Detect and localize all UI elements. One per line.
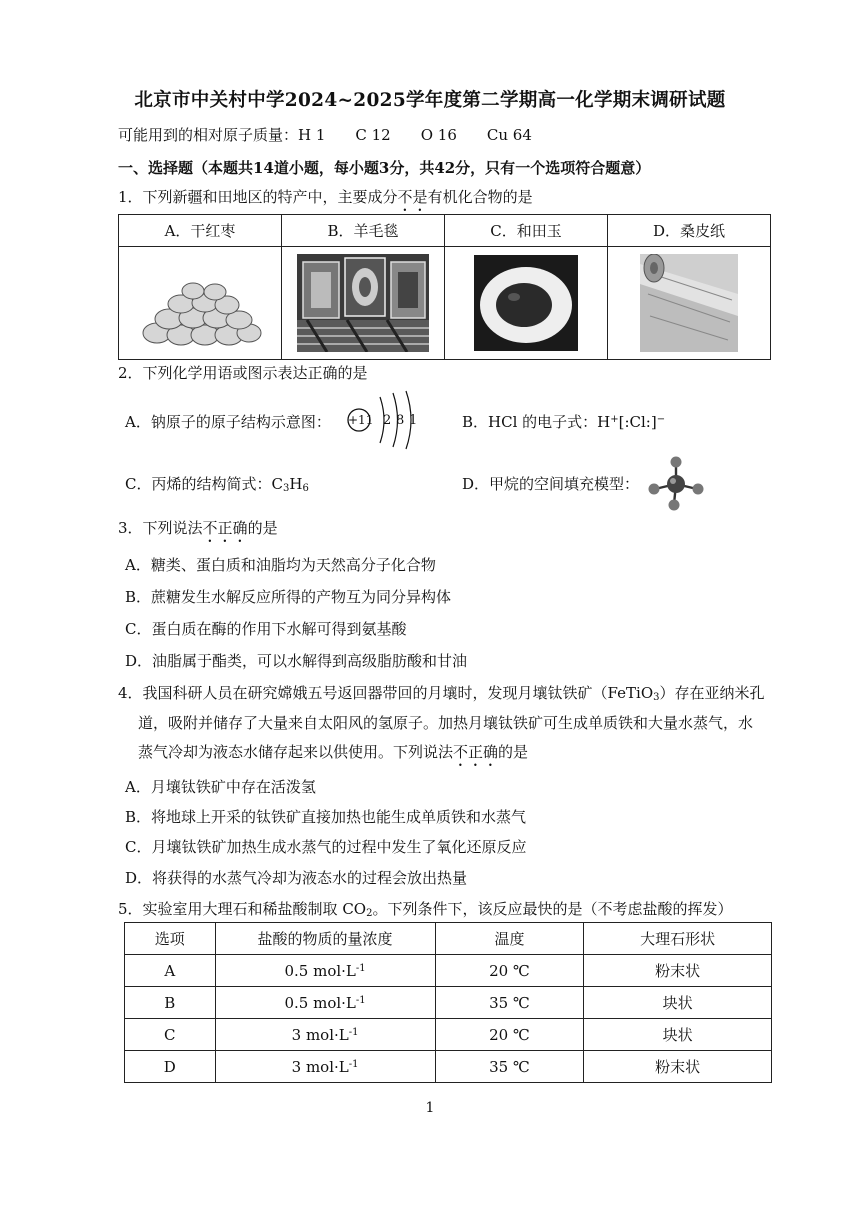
header-temperature: 温度	[435, 923, 584, 955]
row-concentration: 3 $mol\cdot L^{-1}$	[215, 1019, 435, 1051]
row-shape: 粉末状	[584, 955, 772, 987]
q1-option-a-image	[119, 247, 282, 360]
q2-option-c: C．丙烯的结构简式：$C_3H_6$	[125, 475, 309, 494]
shell-electrons-2: 8	[396, 413, 405, 428]
q1-options-table	[118, 214, 771, 360]
q4-stem-line2: 道，吸附并储存了大量来自太阳风的氢原子。加热月壤钛铁矿可生成单质铁和大量水蒸气，水	[138, 714, 754, 732]
row-shape: 块状	[584, 987, 772, 1019]
shell-electrons-1: 2	[383, 413, 392, 428]
q4-stem-line3: 蒸气冷却为液态水储存起来以供使用。下列说法不正确的是	[138, 743, 529, 761]
row-option: C	[125, 1019, 216, 1051]
q4-stem-line1: 4．我国科研人员在研究嫦娥五号返回器带回的月壤时，发现月壤钛铁矿（FeTiO$_3$）存在亚纳米孔	[118, 684, 765, 703]
row-temperature: 20 ℃	[435, 955, 584, 987]
row-option: A	[125, 955, 216, 987]
q3-option-a: A．糖类、蛋白质和油脂均为天然高分子化合物	[125, 556, 436, 574]
sodium-nucleus-charge: +11	[348, 413, 374, 427]
q3-option-d: D．油脂属于酯类，可以水解得到高级脂肪酸和甘油	[125, 652, 468, 670]
header-shape: 大理石形状	[584, 923, 772, 955]
table-header-row	[125, 923, 772, 955]
header-concentration: 盐酸的物质的量浓度	[215, 923, 435, 955]
q3-option-b: B．蔗糖发生水解反应所得的产物互为同分异构体	[125, 588, 452, 606]
q2-option-d: D．甲烷的空间填充模型：	[462, 475, 640, 493]
row-option: B	[125, 987, 216, 1019]
q5-stem: 5．实验室用大理石和稀盐酸制取 $CO_2$。下列条件下，该反应最快的是（不考虑盐酸的挥发）	[118, 900, 733, 919]
q4-option-b: B．将地球上开采的钛铁矿直接加热也能生成单质铁和水蒸气	[125, 808, 527, 826]
q1-option-d-image	[608, 247, 771, 360]
row-option: D	[125, 1051, 216, 1083]
q1-option-b-label: B．羊毛毯	[282, 215, 445, 247]
shell-electrons-3: 1	[409, 413, 418, 428]
table-row	[125, 1051, 772, 1083]
red-dates-image	[135, 255, 265, 351]
q1-option-b-image	[282, 247, 445, 360]
q1-stem: 1．下列新疆和田地区的特产中，主要成分不是有机化合物的是	[118, 188, 533, 206]
q4-option-d: D．将获得的水蒸气冷却为液态水的过程会放出热量	[125, 869, 468, 887]
mulberry-paper-image	[640, 254, 738, 352]
page-number: 1	[425, 1100, 435, 1116]
q2-option-b: B．HCl 的电子式：H+[:Cl:]−	[462, 413, 666, 431]
q3-option-c: C．蛋白质在酶的作用下水解可得到氨基酸	[125, 620, 407, 638]
q1-option-c-image	[445, 247, 608, 360]
table-row	[125, 955, 772, 987]
methane-model-image	[647, 455, 705, 511]
q4-option-a: A．月壤钛铁矿中存在活泼氢	[125, 778, 316, 796]
q1-option-c-label: C．和田玉	[445, 215, 608, 247]
row-shape: 块状	[584, 1019, 772, 1051]
q4-option-c: C．月壤钛铁矿加热生成水蒸气的过程中发生了氧化还原反应	[125, 838, 527, 856]
atomic-masses: 可能用到的相对原子质量：H 1 C 12 O 16 Cu 64	[118, 126, 532, 144]
row-concentration: 0.5 $mol\cdot L^{-1}$	[215, 987, 435, 1019]
q1-option-a-label: A．干红枣	[119, 215, 282, 247]
row-concentration: 3 $mol\cdot L^{-1}$	[215, 1051, 435, 1083]
row-concentration: 0.5 $mol\cdot L^{-1}$	[215, 955, 435, 987]
row-shape: 粉末状	[584, 1051, 772, 1083]
q3-stem: 3．下列说法不正确的是	[118, 519, 278, 537]
q2-option-a: A．钠原子的原子结构示意图：	[125, 413, 331, 431]
table-row	[125, 1019, 772, 1051]
jade-bangle-image	[474, 255, 578, 351]
q1-option-d-label: D．桑皮纸	[608, 215, 771, 247]
page-title: 北京市中关村中学2024~2025学年度第二学期高一化学期末调研试题	[134, 90, 726, 111]
q2-stem: 2．下列化学用语或图示表达正确的是	[118, 364, 368, 382]
q5-conditions-table	[124, 922, 772, 1083]
section-heading: 一、选择题（本题共14道小题，每小题3分，共42分，只有一个选项符合题意）	[118, 159, 651, 177]
table-row	[125, 987, 772, 1019]
wool-rug-image	[297, 254, 429, 352]
row-temperature: 35 ℃	[435, 1051, 584, 1083]
row-temperature: 20 ℃	[435, 1019, 584, 1051]
header-option: 选项	[125, 923, 216, 955]
row-temperature: 35 ℃	[435, 987, 584, 1019]
